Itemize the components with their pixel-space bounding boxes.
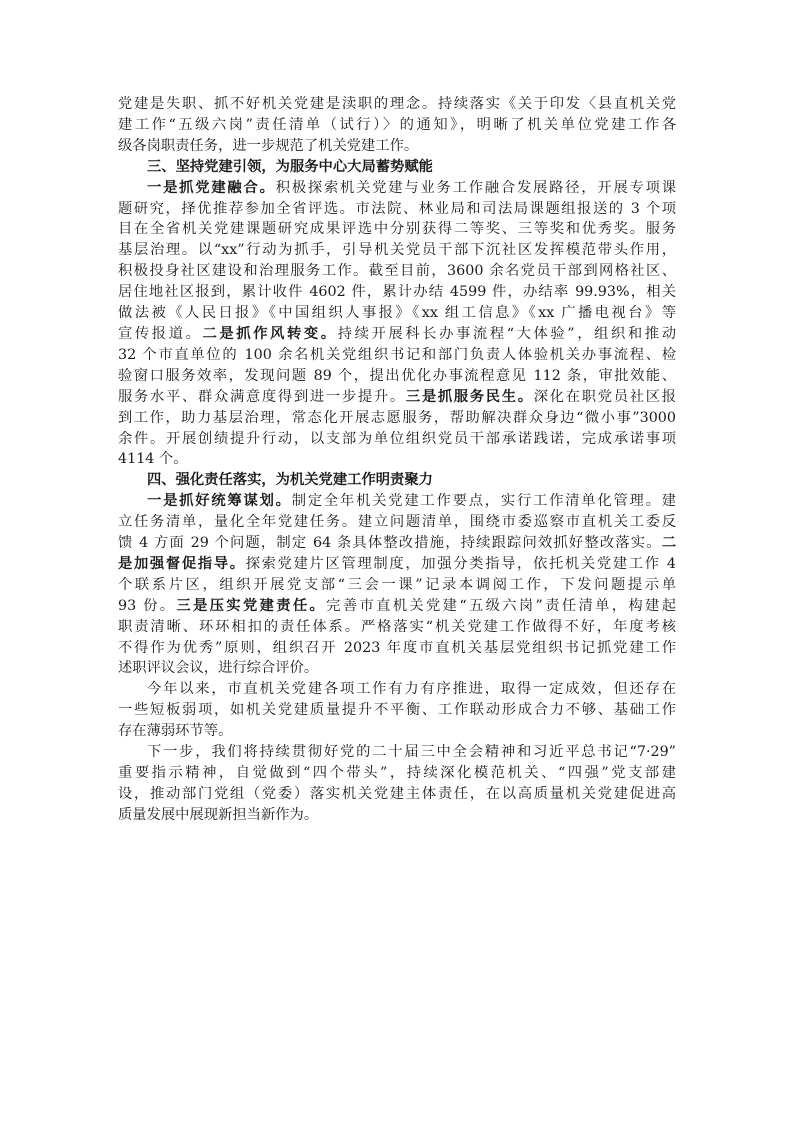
text-line — [118, 742, 676, 763]
section-heading — [118, 470, 676, 491]
text-line — [118, 596, 676, 617]
text-line — [118, 429, 676, 450]
bold-phrase: 一是抓好统筹谋划。 — [147, 493, 292, 510]
text-segment: 目在全省机关党建课题研究成果评选中分别获得二等奖、三等奖和优秀奖。服务 — [118, 221, 676, 238]
text-segment: 完善市直机关党建“五级六岗”责任清单，构建起 — [326, 597, 676, 614]
text-line — [118, 240, 676, 261]
text-segment: 持续开展科长办事流程“大体验”，组织和推动 — [337, 325, 676, 342]
text-segment: 不得作为优秀”原则，组织召开 2023 年度市直机关基层党组织书记抓党建工作 — [118, 639, 676, 656]
text-line — [118, 282, 676, 303]
text-line — [118, 784, 676, 805]
text-line — [118, 366, 676, 387]
text-line — [118, 387, 676, 408]
text-line — [118, 219, 676, 240]
text-segment: 32 个市直单位的 100 余名机关党组织书记和部门负责人体验机关办事流程、检 — [118, 346, 676, 363]
text-segment: 述职评议会议，进行综合评价。 — [118, 660, 319, 677]
text-segment: 重要指示精神，自觉做到“四个带头”，持续深化模范机关、“四强”党支部建 — [118, 765, 676, 781]
text-segment: 建工作“五级六岗”责任清单（试行）〉的通知》，明晰了机关单位党建工作各 — [118, 116, 676, 133]
text-segment: 93 份。 — [118, 597, 177, 614]
text-segment: 探索党建片区管理制度，加强分类指导，依托机关党建工作 4 — [245, 555, 676, 572]
text-segment: 立任务清单，量化全年党建任务。建立问题清单，围绕市委巡察市直机关工委反 — [118, 514, 676, 531]
text-line — [118, 575, 676, 596]
bold-phrase: 三、坚持党建引领，为服务中心大局蓄势赋能 — [147, 158, 433, 175]
text-segment: 制定全年机关党建工作要点，实行工作清单化管理。建 — [291, 493, 676, 510]
text-line — [118, 199, 676, 220]
text-line — [118, 805, 676, 826]
text-segment: 设，推动部门党组（党委）落实机关党建主体责任，在以高质量机关党建促进高 — [118, 785, 676, 802]
document-body — [118, 94, 676, 826]
text-line — [118, 617, 676, 638]
text-segment: 下一步，我们将持续贯彻好党的二十届三中全会精神和习近平总书记“7·29” — [147, 744, 676, 761]
text-segment: 题研究，择优推荐参加全省评选。市法院、林业局和司法局课题组报送的 3 个项 — [118, 200, 676, 217]
text-line — [118, 763, 676, 784]
text-line — [118, 679, 676, 700]
text-line — [118, 449, 676, 470]
bold-phrase: 三是抓服务民生。 — [405, 388, 534, 405]
text-segment: 积极投身社区建设和治理服务工作。截至目前，3600 余名党员干部到网格社区、 — [118, 263, 676, 280]
text-line — [118, 533, 676, 554]
text-segment: 基层治理。以“xx”行动为抓手，引导机关党员干部下沉社区发挥模范带头作用， — [118, 242, 676, 259]
bold-phrase: 三是压实党建责任。 — [176, 597, 327, 614]
text-line — [118, 178, 676, 199]
bold-phrase: 二 — [661, 535, 676, 552]
bold-phrase: 一是抓党建融合。 — [147, 179, 276, 196]
text-line — [118, 658, 676, 679]
text-segment: 质量发展中展现新担当新作为。 — [118, 806, 319, 823]
text-line — [118, 638, 676, 659]
text-segment: 余件。开展创绩提升行动，以支部为单位组织党员干部承诺践诺，完成承诺事项 — [118, 430, 676, 447]
text-segment: 今年以来，市直机关党建各项工作有力有序推进，取得一定成效，但还存在 — [147, 681, 676, 698]
text-line — [118, 115, 676, 136]
text-segment: 4114 个。 — [118, 451, 188, 468]
text-line — [118, 136, 676, 157]
text-line — [118, 261, 676, 282]
text-segment: 到工作，助力基层治理，常态化开展志愿服务，帮助解决群众身边“微小事”3000 — [118, 409, 676, 426]
text-line — [118, 94, 676, 115]
text-line — [118, 491, 676, 512]
bold-phrase: 四、强化责任落实，为机关党建工作明责聚力 — [147, 472, 433, 489]
section-heading — [118, 157, 676, 178]
text-segment: 居住地社区报到，累计收件 4602 件，累计办结 4599 件，办结率 99.93%，相关 — [118, 284, 676, 301]
text-line — [118, 324, 676, 345]
text-segment: 一些短板弱项，如机关党建质量提升不平衡、工作联动形成合力不够、基础工作 — [118, 702, 676, 719]
text-segment: 宣传报道。 — [118, 325, 203, 342]
text-segment: 做法被《人民日报》《中国组织人事报》《xx 组工信息》《xx 广播电视台》等 — [118, 305, 676, 322]
text-segment: 党建是失职、抓不好机关党建是渎职的理念。持续落实《关于印发〈县直机关党 — [118, 96, 676, 112]
bold-phrase: 是加强督促指导。 — [118, 555, 246, 572]
text-line — [118, 554, 676, 575]
text-segment: 验窗口服务效率，发现问题 89 个，提出优化办事流程意见 112 条，审批效能、 — [118, 367, 676, 384]
text-line — [118, 512, 676, 533]
text-segment: 积极探索机关党建与业务工作融合发展路径，开展专项课 — [275, 179, 676, 196]
text-line — [118, 345, 676, 366]
text-segment: 存在薄弱环节等。 — [118, 723, 233, 740]
text-line — [118, 303, 676, 324]
text-segment: 个联系片区，组织开展党支部“三会一课”记录本调阅工作，下发问题提示单 — [118, 576, 676, 593]
text-line — [118, 700, 676, 721]
text-line — [118, 408, 676, 429]
text-segment: 职责清晰、环环相扣的责任体系。严格落实“机关党建工作做得不好，年度考核 — [118, 618, 676, 635]
text-segment: 级各岗职责任务，进一步规范了机关党建工作。 — [118, 137, 419, 154]
text-segment: 深化在职党员社区报 — [533, 388, 676, 405]
bold-phrase: 二是抓作风转变。 — [202, 325, 338, 342]
text-segment: 服务水平、群众满意度得到进一步提升。 — [118, 388, 406, 405]
text-line — [118, 721, 676, 742]
text-segment: 馈 4 方面 29 个问题，制定 64 条具体整改措施，持续跟踪问效抓好整改落实。 — [118, 535, 662, 552]
